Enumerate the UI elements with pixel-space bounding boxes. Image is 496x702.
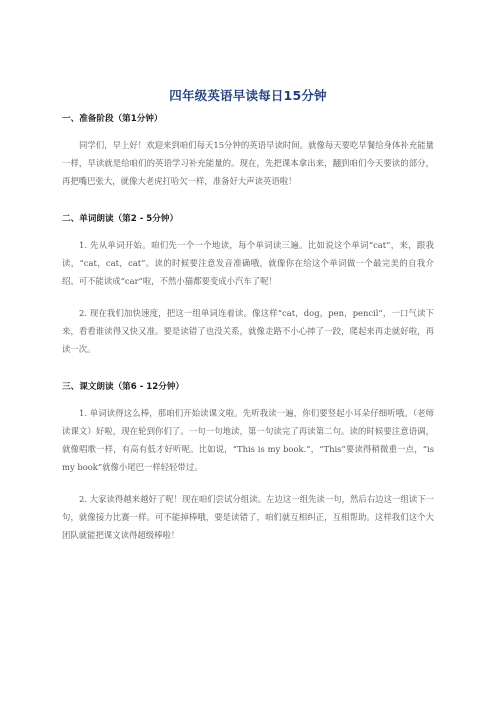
paragraph: 同学们，早上好！欢迎来到咱们每天15分钟的英语早读时间。就像每天要吃早餐给身体补充能量一样，早读就是给咱们的英语学习补充能量的。现在，先把课本拿出来，翻到咱们今天要读的部分，再把嘴巴张大，就像大老虎打哈欠一样，准备好大声读英语啦！	[62, 140, 434, 186]
section-preparation	[62, 112, 434, 190]
paragraph: 2. 大家读得越来越好了呢！现在咱们尝试分组读。左边这一组先读一句，然后右边这一组读下一句，就像接力比赛一样。可不能掉棒哦，要是读错了，咱们就互相纠正，互相帮助。这样我们这个大团队就能把课文读得超级棒啦！	[62, 494, 434, 540]
section-word-reading	[62, 212, 434, 358]
section-heading: 二、单词朗读（第2 - 5分钟）	[62, 214, 179, 224]
paragraph: 1. 先从单词开始。咱们先一个一个地读，每个单词读三遍。比如说这个单词“cat”，来，跟我读，“cat，cat，cat”。读的时候要注意发音准确哦，就像你在给这个单词做一个最完美的自我介绍。可不能读成“car”啦，不然小猫都要变成小汽车了呢！	[62, 240, 434, 286]
section-heading: 三、课文朗读（第6 - 12分钟）	[62, 382, 185, 392]
section-heading: 一、准备阶段（第1分钟）	[62, 114, 163, 124]
section-text-reading	[62, 380, 434, 544]
page-title: 四年级英语早读每日15分钟	[169, 88, 327, 103]
paragraph: 2. 现在我们加快速度，把这一组单词连着读。像这样“cat，dog，pen，pencil”，一口气读下来，看看谁读得又快又准。要是读错了也没关系，就像走路不小心摔了一跤，爬起来再走就好啦，再读一次。	[62, 308, 434, 354]
paragraph: 1. 单词读得这么棒，那咱们开始读课文啦。先听我读一遍，你们要竖起小耳朵仔细听哦。（老师读课文）好啦，现在轮到你们了。一句一句地读，第一句读完了再读第二句。读的时候要注意语调，就像唱歌一样，有高有低才好听呢。比如说，“This is my book.”，“This”要读得稍微重一点，“is my book”就像小尾巴一样轻轻带过。	[62, 408, 434, 472]
